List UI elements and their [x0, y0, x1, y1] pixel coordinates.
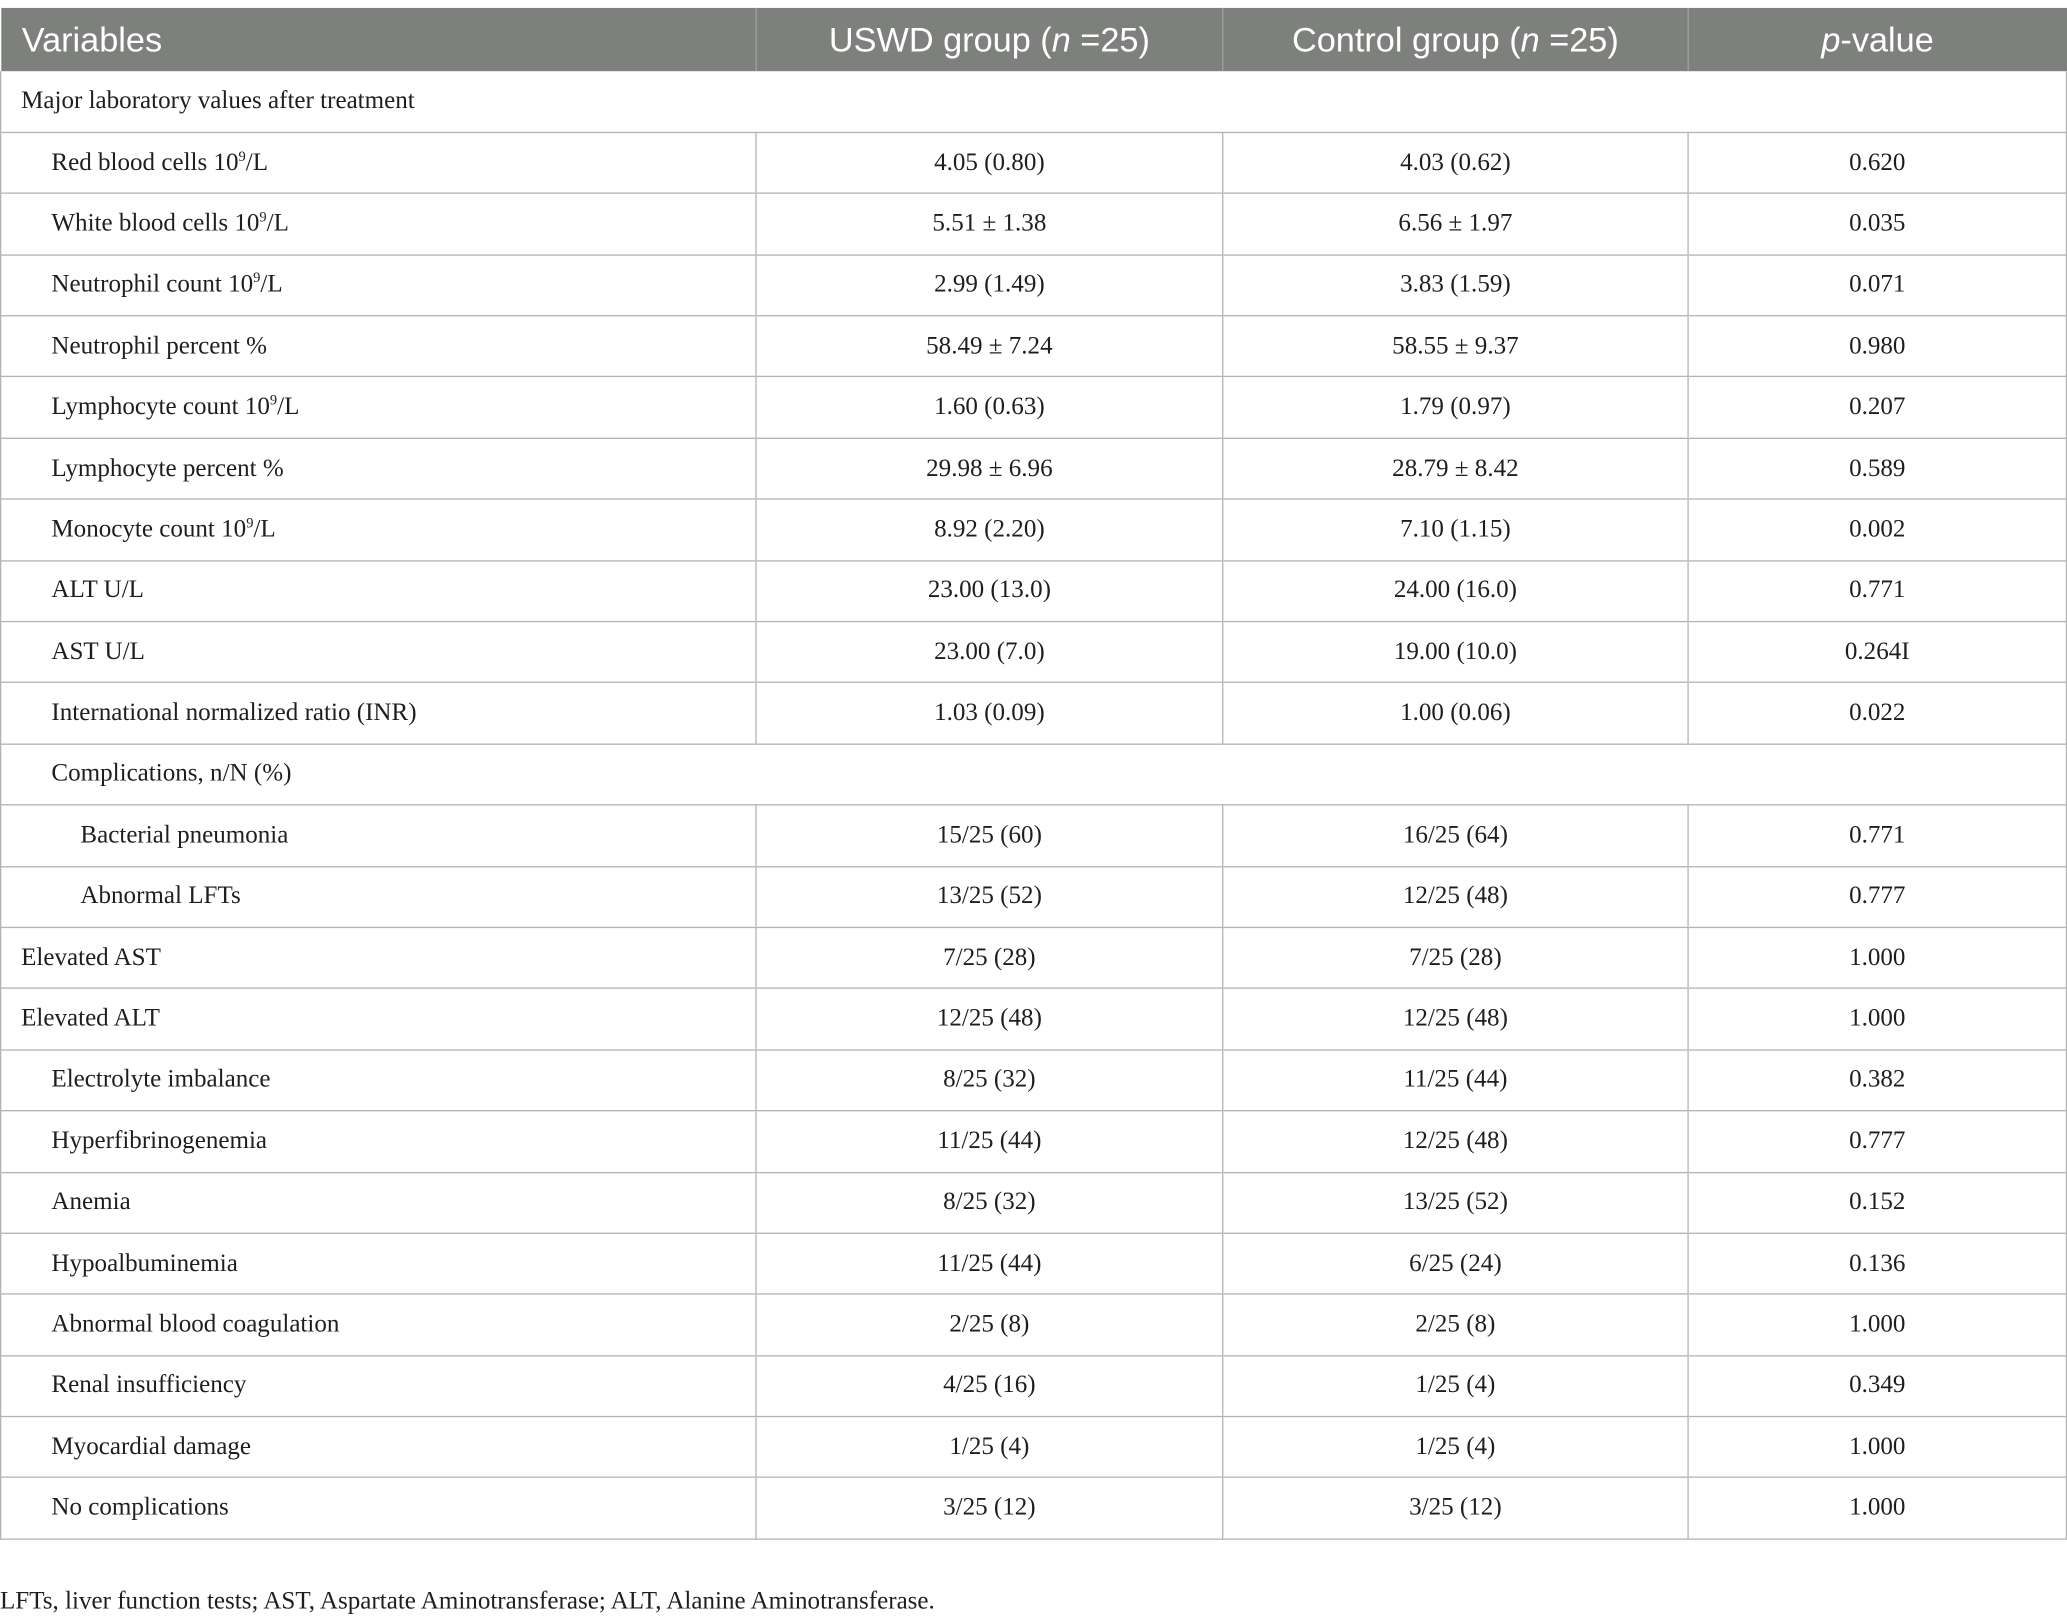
row-label — [1, 560, 756, 621]
uswd-value: 13/25 (52) — [756, 866, 1223, 927]
row-label-unit: /L — [260, 270, 283, 299]
table-row — [1, 560, 2067, 621]
table-row — [1, 989, 2067, 1050]
table-row — [1, 805, 2067, 866]
p-value: 1.000 — [1688, 989, 2066, 1050]
row-label-text: AST U/L — [51, 637, 145, 666]
header-variables: Variables — [21, 19, 163, 59]
row-label-text: Monocyte count 10 — [51, 515, 247, 544]
table-row — [1, 683, 2067, 744]
section-title: Major laboratory values after treatment — [1, 71, 2067, 132]
header-uswd-suffix: =25) — [1070, 19, 1150, 59]
row-label: Bacterial pneumonia — [1, 805, 756, 866]
row-label-sup: 9 — [259, 209, 267, 226]
p-value: 0.620 — [1688, 132, 2066, 193]
control-value: 11/25 (44) — [1223, 1050, 1688, 1111]
row-label: Elevated AST — [1, 927, 756, 988]
p-value: 0.207 — [1688, 377, 2066, 438]
uswd-value: 11/25 (44) — [756, 1233, 1223, 1294]
row-label — [1, 132, 756, 193]
row-label: Abnormal LFTs — [1, 866, 756, 927]
control-value: 3/25 (12) — [1223, 1478, 1688, 1539]
uswd-value: 15/25 (60) — [756, 805, 1223, 866]
uswd-value: 1/25 (4) — [756, 1417, 1223, 1478]
table-row — [1, 194, 2067, 255]
table-row — [1, 1233, 2067, 1294]
uswd-value: 3/25 (12) — [756, 1478, 1223, 1539]
uswd-value: 1.03 (0.09) — [756, 683, 1223, 744]
table-row — [1, 377, 2067, 438]
row-label: Anemia — [1, 1172, 756, 1233]
row-label-text: White blood cells 10 — [51, 209, 260, 238]
uswd-value: 8/25 (32) — [756, 1172, 1223, 1233]
table-row — [1, 1172, 2067, 1233]
control-value: 2/25 (8) — [1223, 1294, 1688, 1355]
p-value: 1.000 — [1688, 1417, 2066, 1478]
uswd-value: 2/25 (8) — [756, 1294, 1223, 1355]
complications-title: Complications, n/N (%) — [1, 744, 2067, 805]
row-label-text: Neutrophil count 10 — [51, 270, 254, 299]
uswd-value: 23.00 (13.0) — [756, 560, 1223, 621]
row-label-text: ALT U/L — [51, 576, 144, 605]
control-value: 7/25 (28) — [1223, 927, 1688, 988]
row-label — [1, 438, 756, 499]
header-control-n: n — [1520, 19, 1540, 59]
header-p-suffix: -value — [1840, 19, 1934, 59]
row-label — [1, 622, 756, 683]
table-row — [1, 1417, 2067, 1478]
uswd-value: 8/25 (32) — [756, 1050, 1223, 1111]
row-label — [1, 255, 756, 316]
p-value: 0.264I — [1688, 622, 2066, 683]
header-uswd-group — [756, 8, 1223, 71]
row-label: Hyperfibrinogenemia — [1, 1111, 756, 1172]
row-label: Elevated ALT — [1, 989, 756, 1050]
control-value: 12/25 (48) — [1223, 989, 1688, 1050]
header-p-italic: p — [1821, 19, 1841, 59]
complications-section-row — [1, 744, 2067, 805]
table-row — [1, 866, 2067, 927]
section-row — [1, 71, 2067, 132]
p-value: 0.589 — [1688, 438, 2066, 499]
uswd-value: 12/25 (48) — [756, 989, 1223, 1050]
p-value: 0.382 — [1688, 1050, 2066, 1111]
p-value: 0.777 — [1688, 1111, 2066, 1172]
header-uswd-n: n — [1051, 19, 1071, 59]
table-row — [1, 1111, 2067, 1172]
row-label-sup: 9 — [269, 393, 278, 409]
row-label-unit: /L — [245, 148, 269, 177]
row-label — [1, 499, 756, 560]
uswd-value: 2.99 (1.49) — [756, 255, 1223, 316]
table-body — [1, 71, 2067, 1539]
p-value: 0.022 — [1688, 683, 2066, 744]
control-value: 1.79 (0.97) — [1223, 377, 1688, 438]
uswd-value: 8.92 (2.20) — [756, 499, 1223, 560]
row-label: Hypoalbuminemia — [1, 1233, 756, 1294]
row-label — [1, 194, 756, 255]
p-value: 0.152 — [1688, 1172, 2066, 1233]
row-label-text: Red blood cells 10 — [51, 148, 239, 177]
uswd-value: 23.00 (7.0) — [756, 622, 1223, 683]
control-value: 1.00 (0.06) — [1223, 683, 1688, 744]
control-value: 6/25 (24) — [1223, 1233, 1688, 1294]
control-value: 16/25 (64) — [1223, 805, 1688, 866]
uswd-value: 4/25 (16) — [756, 1355, 1223, 1416]
row-label: No complications — [1, 1478, 756, 1539]
p-value: 0.771 — [1688, 560, 2066, 621]
p-value: 0.777 — [1688, 866, 2066, 927]
control-value: 6.56 ± 1.97 — [1223, 194, 1688, 255]
row-label-unit: /L — [277, 393, 300, 421]
header-control-suffix: =25) — [1539, 19, 1619, 59]
control-value: 28.79 ± 8.42 — [1223, 438, 1688, 499]
row-label-unit: /L — [266, 209, 289, 238]
p-value: 0.771 — [1688, 805, 2066, 866]
uswd-value: 7/25 (28) — [756, 927, 1223, 988]
control-value: 1/25 (4) — [1223, 1417, 1688, 1478]
header-uswd-prefix: USWD group ( — [828, 19, 1052, 59]
control-value: 24.00 (16.0) — [1223, 560, 1688, 621]
row-label-text: Lymphocyte percent % — [51, 454, 284, 482]
uswd-value: 1.60 (0.63) — [756, 377, 1223, 438]
table-row — [1, 499, 2067, 560]
table-row — [1, 316, 2067, 377]
row-label-unit: /L — [253, 515, 276, 544]
p-value: 0.035 — [1688, 194, 2066, 255]
p-value: 0.071 — [1688, 255, 2066, 316]
p-value: 0.002 — [1688, 499, 2066, 560]
header-p-value — [1688, 8, 2066, 71]
row-label-text: Neutrophil percent % — [51, 331, 268, 360]
uswd-value: 11/25 (44) — [756, 1111, 1223, 1172]
control-value: 4.03 (0.62) — [1223, 132, 1688, 193]
control-value: 3.83 (1.59) — [1223, 255, 1688, 316]
control-value: 58.55 ± 9.37 — [1223, 316, 1688, 377]
control-value: 1/25 (4) — [1223, 1355, 1688, 1416]
table-footnote: LFTs, liver function tests; AST, Aspartate Aminotransferase; ALT, Alanine Aminotransferase. — [0, 1587, 935, 1615]
uswd-value: 4.05 (0.80) — [756, 132, 1223, 193]
p-value: 1.000 — [1688, 927, 2066, 988]
uswd-value: 29.98 ± 6.96 — [756, 438, 1223, 499]
row-label-sup: 9 — [238, 148, 246, 165]
header-row — [1, 8, 2067, 71]
row-label-sup: 9 — [253, 270, 261, 287]
row-label-sup: 9 — [246, 515, 254, 532]
row-label: Electrolyte imbalance — [1, 1050, 756, 1111]
control-value: 19.00 (10.0) — [1223, 622, 1688, 683]
p-value: 1.000 — [1688, 1294, 2066, 1355]
table-row — [1, 1355, 2067, 1416]
p-value: 0.980 — [1688, 316, 2066, 377]
table-row — [1, 927, 2067, 988]
p-value: 0.349 — [1688, 1355, 2066, 1416]
table-row — [1, 1478, 2067, 1539]
row-label: Abnormal blood coagulation — [1, 1294, 756, 1355]
header-control-group — [1223, 8, 1688, 71]
control-value: 7.10 (1.15) — [1223, 499, 1688, 560]
table-row — [1, 1294, 2067, 1355]
table-row — [1, 132, 2067, 193]
table-row — [1, 622, 2067, 683]
p-value: 0.136 — [1688, 1233, 2066, 1294]
table-row — [1, 255, 2067, 316]
results-table — [0, 8, 2067, 1540]
control-value: 12/25 (48) — [1223, 866, 1688, 927]
row-label — [1, 316, 756, 377]
p-value: 1.000 — [1688, 1478, 2066, 1539]
row-label — [1, 683, 756, 744]
table-row — [1, 438, 2067, 499]
uswd-value: 5.51 ± 1.38 — [756, 194, 1223, 255]
row-label-text: Lymphocyte count 10 — [51, 393, 270, 421]
row-label-text: International normalized ratio (INR) — [51, 698, 417, 727]
control-value: 12/25 (48) — [1223, 1111, 1688, 1172]
uswd-value: 58.49 ± 7.24 — [756, 316, 1223, 377]
header-control-prefix: Control group ( — [1291, 19, 1521, 59]
row-label — [1, 377, 756, 438]
table-row — [1, 1050, 2067, 1111]
control-value: 13/25 (52) — [1223, 1172, 1688, 1233]
row-label: Renal insufficiency — [1, 1355, 756, 1416]
row-label: Myocardial damage — [1, 1417, 756, 1478]
